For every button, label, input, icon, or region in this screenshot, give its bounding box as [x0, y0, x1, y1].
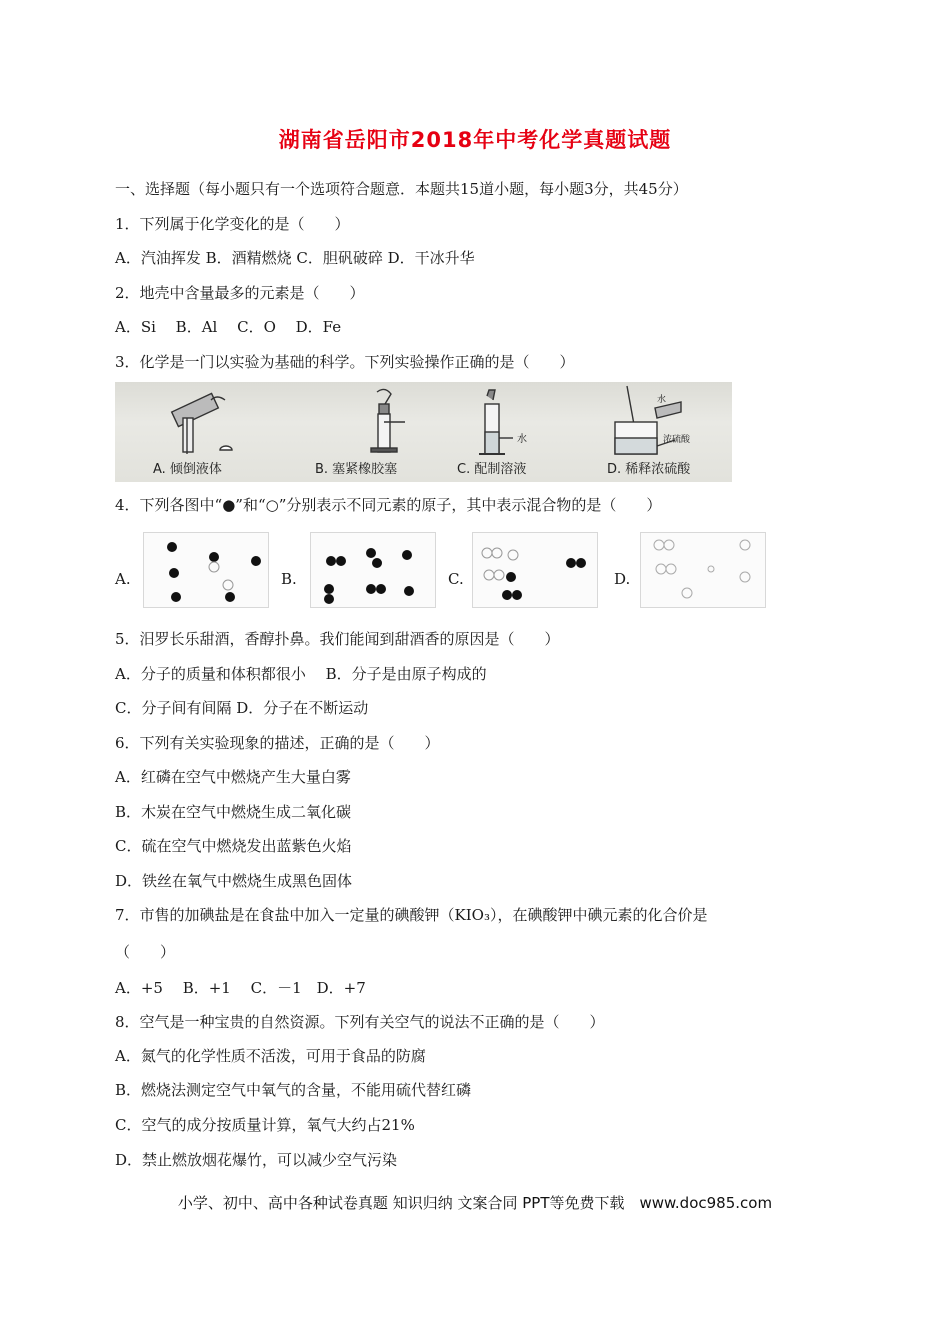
- q8-option-a: A．氮气的化学性质不活泼，可用于食品的防腐: [115, 1047, 426, 1065]
- caption-b: B. 塞紧橡胶塞: [315, 462, 398, 477]
- water-label-c: 水: [517, 434, 527, 445]
- q2-stem: 2．地壳中含量最多的元素是（ ）: [115, 284, 365, 302]
- caption-d: D. 稀释浓硫酸: [607, 462, 691, 477]
- cylinder-drawing: [479, 390, 513, 454]
- q1-options: A．汽油挥发 B．酒精燃烧 C．胆矾破碎 D．干冰升华: [115, 249, 475, 267]
- q3-stem: 3．化学是一门以实验为基础的科学。下列实验操作正确的是（ ）: [115, 353, 575, 371]
- q6-option-d: D．铁丝在氧气中燃烧生成黑色固体: [115, 872, 353, 890]
- page-title: 湖南省岳阳市2018年中考化学真题试题: [278, 128, 672, 152]
- q5-options-2: C．分子间有间隔 D．分子在不断运动: [115, 699, 369, 717]
- q8-stem: 8．空气是一种宝贵的自然资源。下列有关空气的说法不正确的是（ ）: [115, 1013, 605, 1031]
- q4-option-b-figure: [310, 532, 436, 608]
- water-label-d: 水: [657, 395, 667, 405]
- q6-stem: 6．下列有关实验现象的描述，正确的是（ ）: [115, 734, 440, 752]
- q4-option-b-label: B.: [281, 570, 297, 588]
- stopper-drawing: [371, 389, 405, 452]
- q6-option-a: A．红磷在空气中燃烧产生大量白雾: [115, 768, 351, 786]
- acid-label-d: 浓硫酸: [663, 435, 691, 445]
- q4-option-a-figure: [143, 532, 269, 608]
- pouring-liquid-drawing: [172, 393, 232, 454]
- q4-stem: 4．下列各图中“●”和“○”分别表示不同元素的原子，其中表示混合物的是（ ）: [115, 496, 662, 514]
- caption-a: A. 倾倒液体: [153, 462, 222, 477]
- q5-options-1: A．分子的质量和体积都很小 B．分子是由原子构成的: [115, 665, 487, 683]
- q4-option-a-label: A.: [115, 570, 131, 588]
- q8-option-b: B．燃烧法测定空气中氧气的含量，不能用硫代替红磷: [115, 1081, 472, 1099]
- q7-stem-continued: （ ）: [115, 943, 176, 961]
- q8-option-c: C．空气的成分按质量计算，氧气大约占21%: [115, 1116, 415, 1134]
- q7-options: A．+5 B．+1 C．－1 D．+7: [115, 979, 366, 997]
- q4-option-d-figure: [640, 532, 766, 608]
- q4-option-c-figure: [472, 532, 598, 608]
- q5-stem: 5．汨罗长乐甜酒，香醇扑鼻。我们能闻到甜酒香的原因是（ ）: [115, 630, 560, 648]
- q6-option-b: B．木炭在空气中燃烧生成二氧化碳: [115, 803, 352, 821]
- q7-stem: 7．市售的加碘盐是在食盐中加入一定量的碘酸钾（KIO₃），在碘酸钾中碘元素的化合价是: [115, 906, 708, 924]
- q2-options: A．Si B．Al C．O D．Fe: [115, 318, 342, 336]
- q6-option-c: C．硫在空气中燃烧发出蓝紫色火焰: [115, 837, 352, 855]
- q1-stem: 1．下列属于化学变化的是（ ）: [115, 215, 350, 233]
- page-footer: 小学、初中、高中各种试卷真题 知识归纳 文案合同 PPT等免费下载 www.doc985.com: [177, 1194, 773, 1212]
- q3-apparatus-image: [115, 382, 732, 482]
- q4-option-d-label: D.: [614, 570, 631, 588]
- section-heading: 一、选择题（每小题只有一个选项符合题意．本题共15道小题，每小题3分，共45分）: [115, 180, 688, 198]
- q4-option-c-label: C.: [448, 570, 464, 588]
- caption-c: C. 配制溶液: [457, 462, 527, 477]
- q8-option-d: D．禁止燃放烟花爆竹，可以减少空气污染: [115, 1151, 398, 1169]
